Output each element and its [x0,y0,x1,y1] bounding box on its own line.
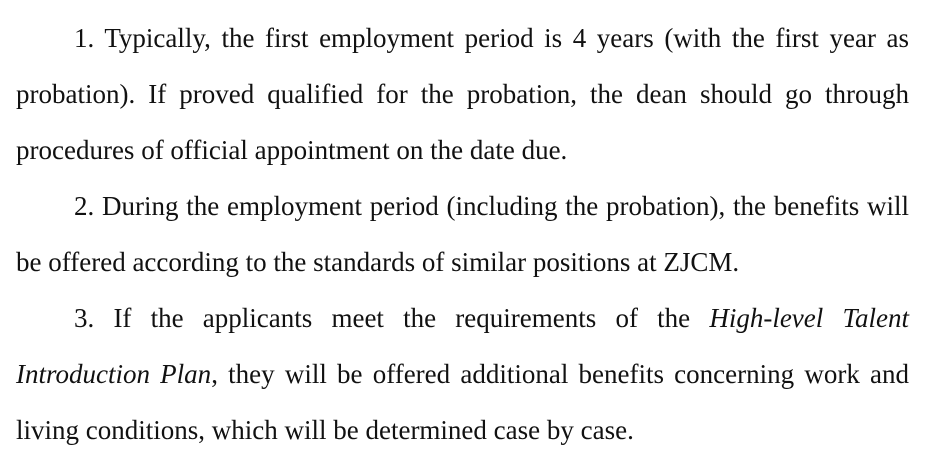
paragraph-2: 2. During the employment period (including the probation), the benefits will be offered according to the standards of similar positions at ZJCM. [16,191,909,277]
paragraph-1: 1. Typically, the first employment period is 4 years (with the first year as probation). If proved qualified for the probation, the dean should go through procedures of official appointment on the date due. [16,23,909,165]
paragraph-3-suffix: , they will be offered additional benefits concerning work and living conditions, which will be determined case by case. [16,359,909,445]
paragraph-3 [16,290,909,458]
paragraph-3-prefix: 3. If the applicants meet the requirements of the [74,303,710,333]
document-body [16,10,909,458]
plan-name-italic: High-level Talent Introduction Plan [16,303,909,389]
